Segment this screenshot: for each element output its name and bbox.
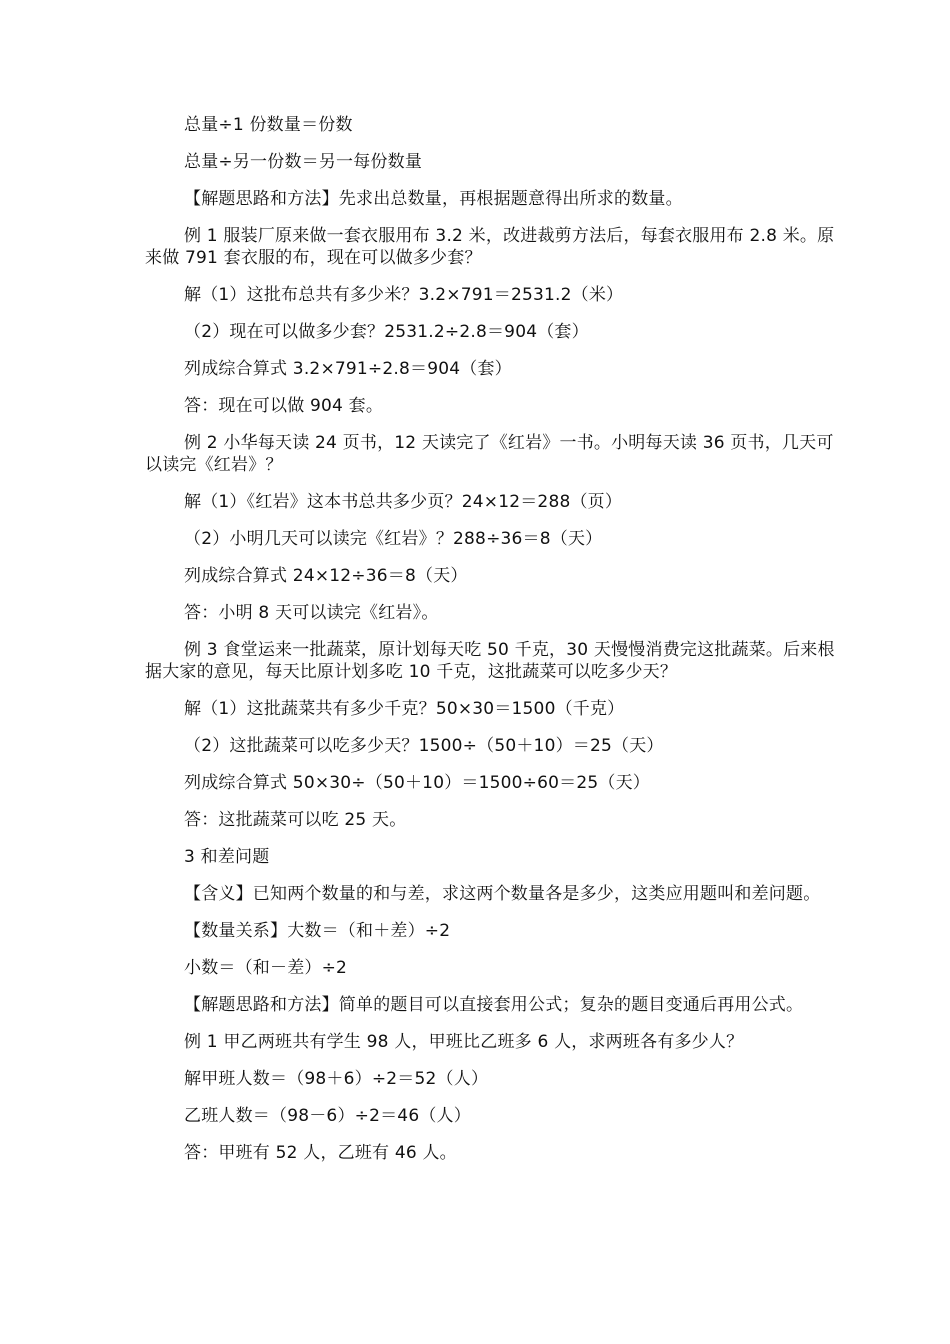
relation-line: 小数＝（和－差）÷2 [184, 958, 348, 978]
combined-formula: 列成综合算式 24×12÷36＝8（天） [184, 566, 468, 586]
solution-step: 解甲班人数＝（98＋6）÷2＝52（人） [184, 1069, 489, 1089]
example-question: 例 1 服装厂原来做一套衣服用布 3.2 米，改进裁剪方法后，每套衣服用布 2.8 米。原来做 791 套衣服的布，现在可以做多少套？ [145, 226, 835, 268]
method-paragraph: 【解题思路和方法】先求出总数量，再根据题意得出所求的数量。 [184, 189, 683, 209]
solution-step: 解（1）这批布总共有多少米？3.2×791＝2531.2（米） [184, 285, 624, 305]
answer-line: 答：这批蔬菜可以吃 25 天。 [184, 810, 407, 830]
section-heading: 3 和差问题 [184, 847, 270, 867]
solution-step: （2）现在可以做多少套？2531.2÷2.8＝904（套） [184, 322, 589, 342]
formula-line: 总量÷1 份数量＝份数 [184, 115, 353, 135]
answer-line: 答：甲班有 52 人，乙班有 46 人。 [184, 1143, 457, 1163]
answer-line: 答：现在可以做 904 套。 [184, 396, 384, 416]
example-question: 例 3 食堂运来一批蔬菜，原计划每天吃 50 千克，30 天慢慢消费完这批蔬菜。后来根据大家的意见，每天比原计划多吃 10 千克，这批蔬菜可以吃多少天？ [145, 640, 835, 682]
combined-formula: 列成综合算式 50×30÷（50＋10）＝1500÷60＝25（天） [184, 773, 650, 793]
answer-line: 答：小明 8 天可以读完《红岩》。 [184, 603, 439, 623]
solution-step: （2）这批蔬菜可以吃多少天？1500÷（50＋10）＝25（天） [184, 736, 664, 756]
solution-step: 乙班人数＝（98－6）÷2＝46（人） [184, 1106, 471, 1126]
combined-formula: 列成综合算式 3.2×791÷2.8＝904（套） [184, 359, 512, 379]
relation-line: 【数量关系】大数＝（和＋差）÷2 [184, 921, 451, 941]
solution-step: （2）小明几天可以读完《红岩》？288÷36＝8（天） [184, 529, 603, 549]
example-question: 例 1 甲乙两班共有学生 98 人，甲班比乙班多 6 人，求两班各有多少人？ [184, 1032, 744, 1052]
document-body [145, 114, 850, 1178]
method-paragraph: 【解题思路和方法】简单的题目可以直接套用公式；复杂的题目变通后再用公式。 [184, 995, 804, 1015]
example-question: 例 2 小华每天读 24 页书，12 天读完了《红岩》一书。小明每天读 36 页书，几天可以读完《红岩》？ [145, 433, 834, 475]
solution-step: 解（1）《红岩》这本书总共多少页？24×12＝288（页） [184, 492, 623, 512]
formula-line: 总量÷另一份数＝另一每份数量 [184, 152, 423, 172]
definition-paragraph: 【含义】已知两个数量的和与差，求这两个数量各是多少，这类应用题叫和差问题。 [184, 884, 821, 904]
solution-step: 解（1）这批蔬菜共有多少千克？50×30＝1500（千克） [184, 699, 625, 719]
